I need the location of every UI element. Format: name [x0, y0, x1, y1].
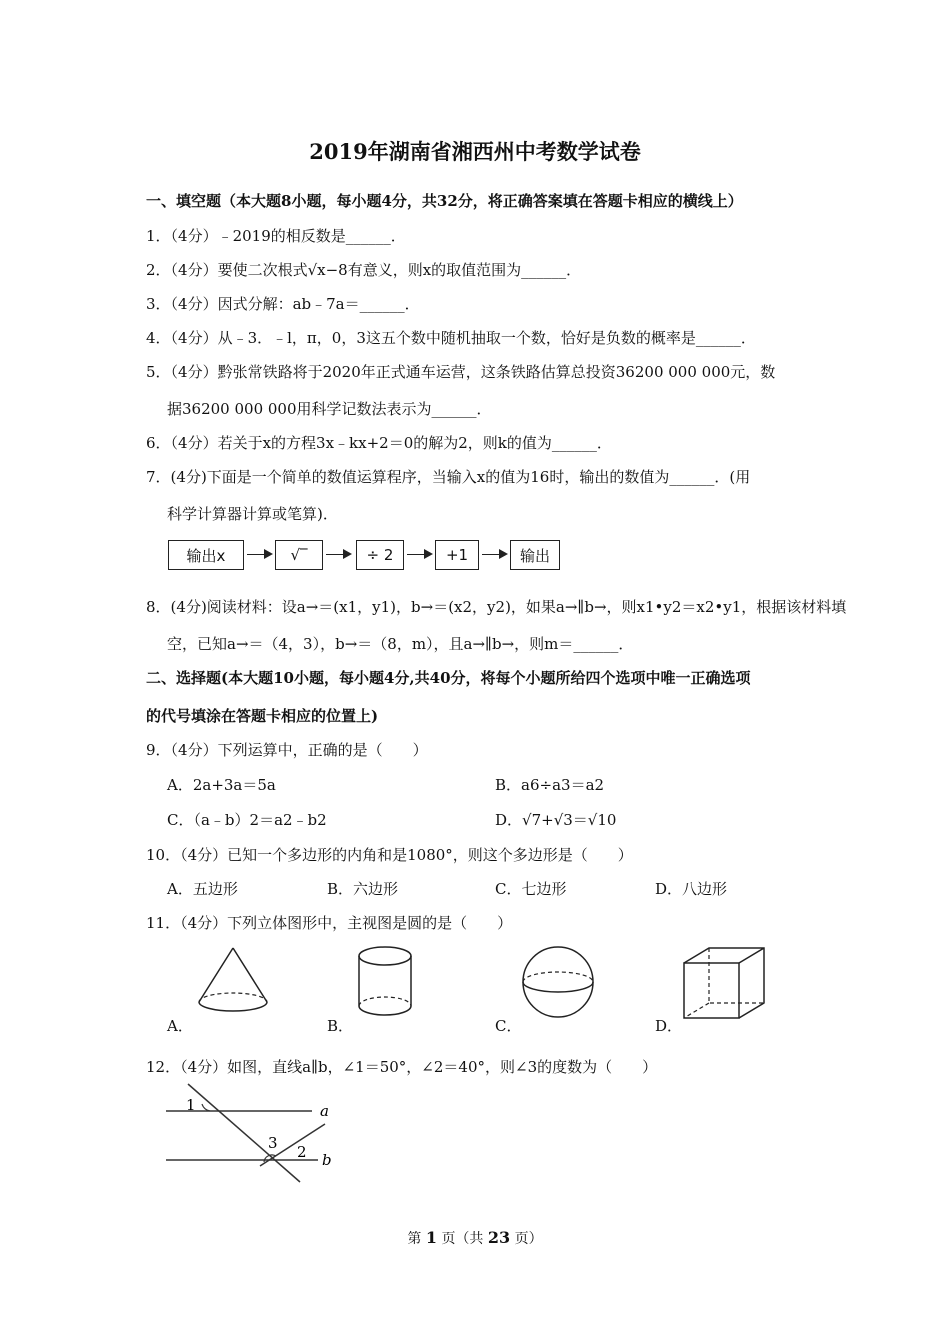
question-5-line-2: 据36200 000 000用科学记数法表示为______．: [167, 400, 492, 418]
line-b-label: b: [322, 1151, 332, 1169]
cylinder-figure: [356, 944, 416, 1024]
q10-option-c: C．七边形: [495, 880, 567, 898]
q9-option-d: D．√7+√3＝√10: [495, 811, 617, 829]
question-8-line-1: 8．(4分)阅读材料：设a→＝(x1，y1)，b→＝(x2，y2)，如果a→∥b→，则x1•y2＝x2•y1，根据该材料填: [146, 598, 847, 616]
flow-sqrt-box: √‾: [275, 540, 323, 570]
q10-option-a: A．五边形: [167, 880, 238, 898]
question-5-line-1: 5．（4分）黔张常铁路将于2020年正式通车运营，这条铁路估算总投资36200 000 000元，数: [146, 363, 776, 381]
q9-option-b: B．a6÷a3＝a2: [495, 776, 605, 794]
flow-input-box: 输出x: [168, 540, 244, 570]
q9-option-a: A．2a+3a＝5a: [167, 776, 276, 794]
question-6: 6．（4分）若关于x的方程3x﹣kx+2＝0的解为2，则k的值为______．: [146, 434, 612, 452]
q11-option-c: C．: [495, 1017, 522, 1035]
q10-option-d: D．八边形: [655, 880, 728, 898]
parallel-lines-figure: [160, 1082, 340, 1187]
q11-option-a: A．: [167, 1017, 193, 1035]
flow-arrow-icon: [407, 554, 431, 555]
question-10: 10．（4分）已知一个多边形的内角和是1080°，则这个多边形是（ ）: [146, 846, 633, 864]
angle-2-label: 2: [297, 1143, 307, 1161]
section-2-heading-line-1: 二、选择题(本大题10小题，每小题4分,共40分，将每个小题所给四个选项中唯一正确选项: [146, 669, 751, 687]
angle-1-label: 1: [186, 1096, 196, 1114]
question-12: 12．（4分）如图，直线a∥b，∠1＝50°，∠2＝40°，则∠3的度数为（ ）: [146, 1058, 658, 1076]
flow-arrow-icon: [247, 554, 271, 555]
q9-option-c: C．（a﹣b）2＝a2﹣b2: [167, 811, 327, 829]
flow-plus-box: +1: [435, 540, 479, 570]
footer-prefix: 第: [407, 1231, 422, 1247]
flow-output-box: 输出: [510, 540, 560, 570]
question-11: 11．（4分）下列立体图形中，主视图是圆的是（ ）: [146, 914, 513, 932]
q10-option-b: B．六边形: [327, 880, 399, 898]
question-9: 9．（4分）下列运算中，正确的是（ ）: [146, 741, 428, 759]
question-8-line-2: 空，已知a→＝（4，3），b→＝（8，m），且a→∥b→，则m＝______．: [167, 635, 634, 653]
flow-arrow-icon: [326, 554, 350, 555]
page-footer: [0, 1228, 950, 1248]
footer-middle: 页（共: [441, 1231, 484, 1247]
question-1: 1．（4分）﹣2019的相反数是______．: [146, 227, 406, 245]
section-1-heading: 一、填空题（本大题8小题，每小题4分，共32分，将正确答案填在答题卡相应的横线上）: [146, 192, 743, 210]
flow-arrow-icon: [482, 554, 506, 555]
cone-figure: [193, 944, 273, 1024]
page-title: 2019年湖南省湘西州中考数学试卷: [309, 139, 641, 164]
q11-option-b: B．: [327, 1017, 354, 1035]
cube-figure: [680, 944, 770, 1024]
question-7-line-1: 7．(4分)下面是一个简单的数值运算程序，当输入x的值为16时，输出的数值为______．(用: [146, 468, 751, 486]
angle-3-label: 3: [268, 1134, 278, 1152]
question-7-line-2: 科学计算器计算或笔算)．: [167, 505, 338, 523]
line-a-label: a: [320, 1102, 329, 1120]
footer-page-number: 1: [425, 1228, 437, 1247]
section-2-heading-line-2: 的代号填涂在答题卡相应的位置上): [146, 707, 379, 725]
question-3: 3．（4分）因式分解：ab﹣7a＝______．: [146, 295, 420, 313]
sphere-figure: [520, 944, 600, 1024]
question-4: 4．（4分）从﹣3．﹣l，π，0，3这五个数中随机抽取一个数，恰好是负数的概率是______．: [146, 329, 756, 347]
footer-suffix: 页）: [514, 1231, 543, 1247]
question-2: 2．（4分）要使二次根式√x−8有意义，则x的取值范围为______．: [146, 261, 582, 279]
q11-option-d: D．: [655, 1017, 683, 1035]
footer-total-pages: 23: [487, 1228, 511, 1247]
flow-divide-box: ÷ 2: [356, 540, 404, 570]
